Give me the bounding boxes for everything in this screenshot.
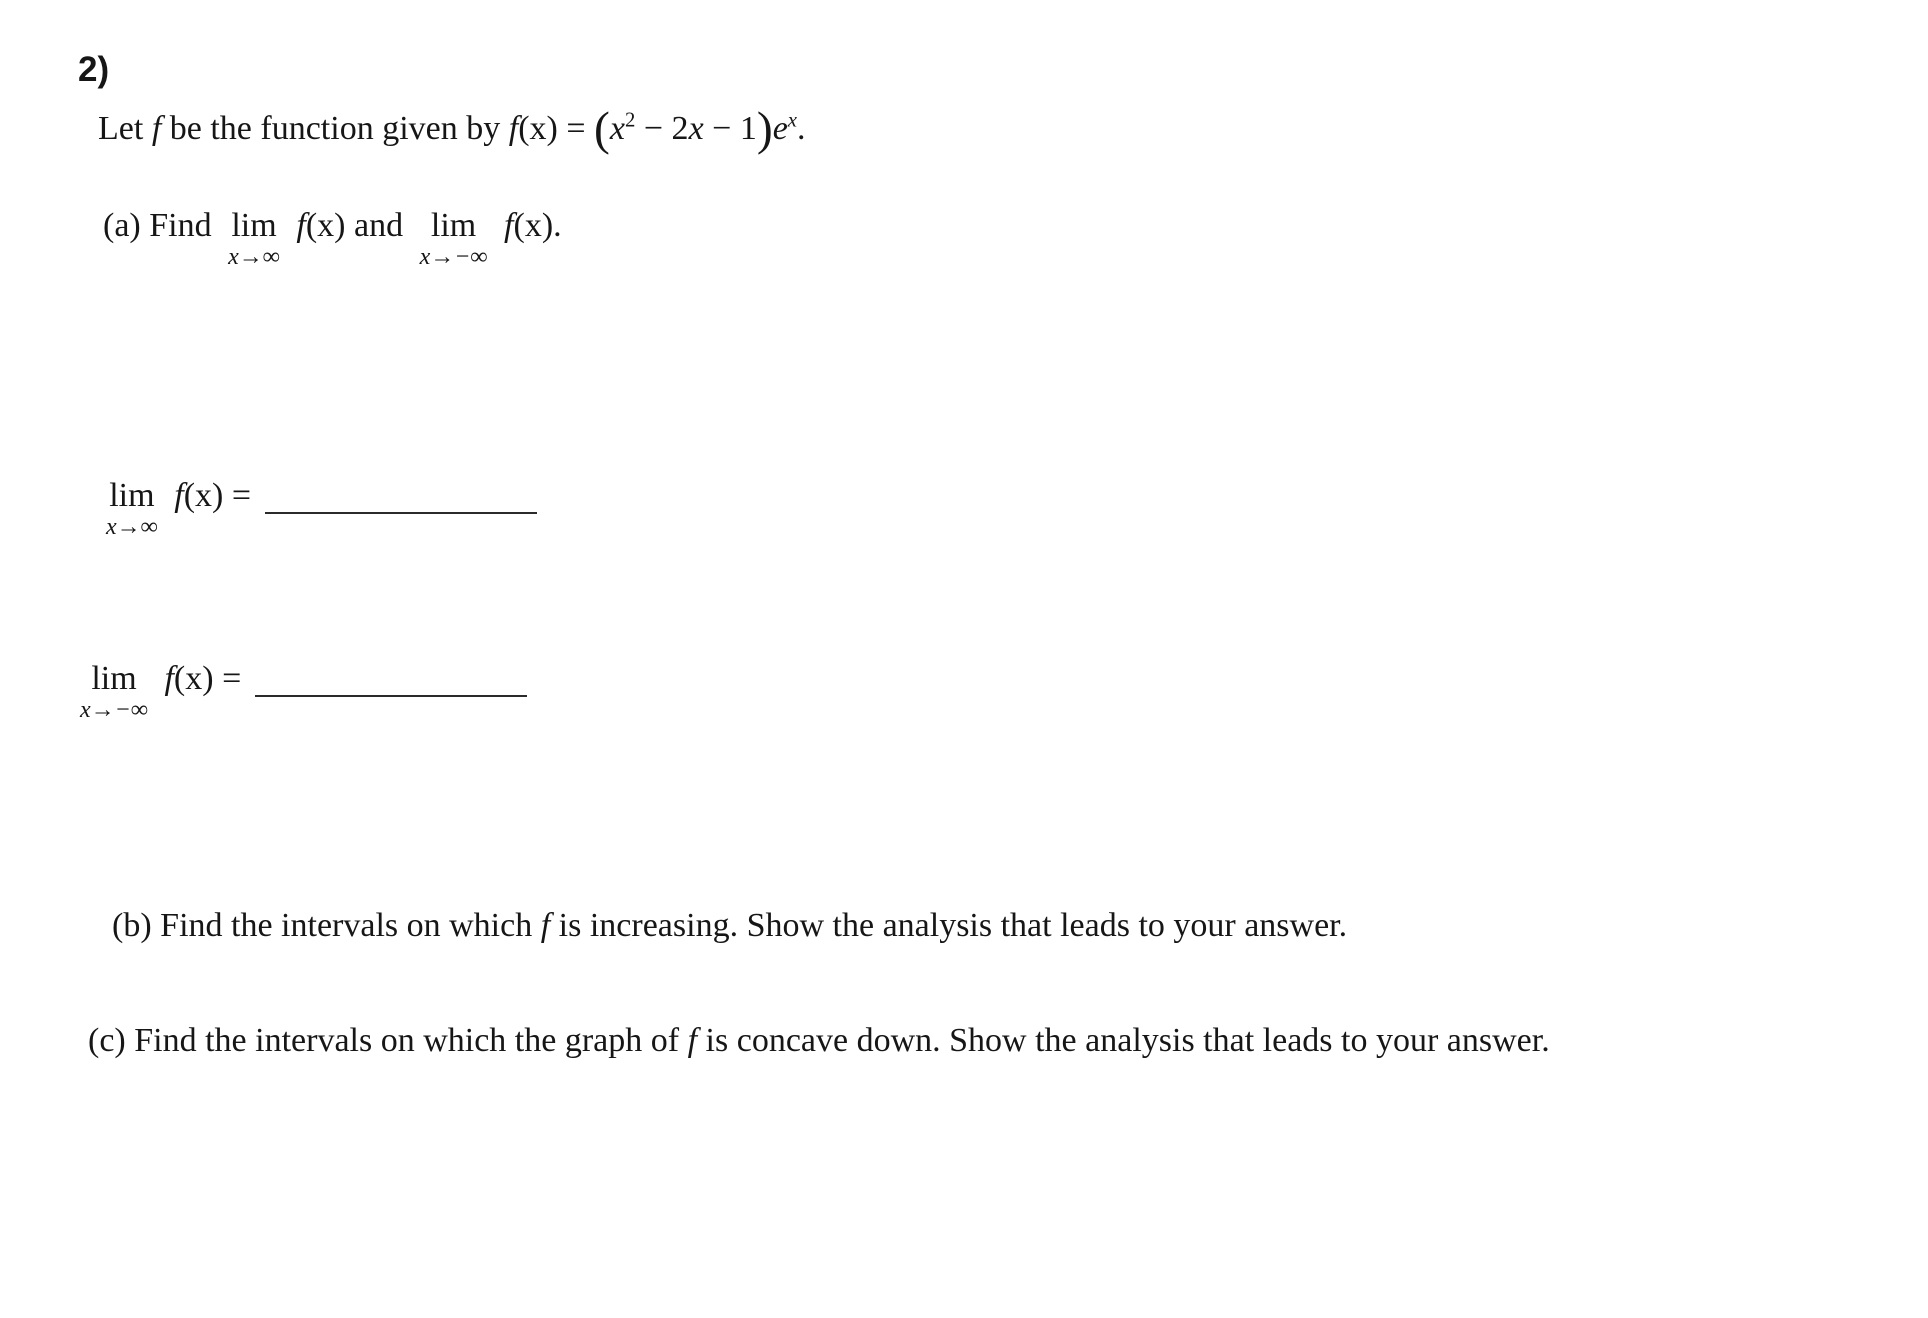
formula-x: x <box>609 110 625 147</box>
formula-arg: (x) <box>518 110 558 147</box>
fx-equals: (x) = <box>173 660 242 697</box>
lim-word: lim <box>91 660 137 697</box>
lim-word: lim <box>430 207 477 244</box>
fx-f: f <box>504 207 514 244</box>
lim-word: lim <box>109 477 155 514</box>
close-paren: ) <box>756 103 773 156</box>
part-a-label: (a) <box>103 207 141 244</box>
limit-at-negative-infinity <box>80 661 148 723</box>
problem-statement <box>98 103 806 156</box>
fx-f: f <box>174 477 184 514</box>
function-formula <box>508 103 806 156</box>
part-b-prompt <box>112 905 1347 948</box>
formula-f: f <box>508 110 519 147</box>
formula-e: e <box>772 110 788 147</box>
part-a-and: and <box>353 207 404 244</box>
fx-f: f <box>296 207 306 244</box>
answer-blank <box>255 663 527 697</box>
lim-subscript: x→∞ <box>228 243 280 270</box>
lim-subscript: x→∞ <box>106 513 158 540</box>
part-c-prompt <box>88 1020 1550 1063</box>
statement-text: be the function given by <box>169 110 501 147</box>
lim-word: lim <box>231 207 277 244</box>
open-paren: ( <box>594 103 610 156</box>
lim-subscript: x→−∞ <box>80 696 148 723</box>
fx-f: f <box>164 660 174 697</box>
part-b-text: Find the intervals on which <box>160 907 533 944</box>
formula-x2: x <box>688 110 704 147</box>
formula-equals: = <box>557 110 595 147</box>
part-c-label: (c) <box>88 1022 126 1059</box>
part-b-text: is increasing. Show the analysis that leads to your answer. <box>558 907 1348 944</box>
fx-arg: (x). <box>513 207 562 244</box>
answer-blank <box>265 480 537 514</box>
limit-at-infinity <box>228 208 280 270</box>
part-a-find: Find <box>149 207 212 244</box>
limit-at-negative-infinity <box>420 208 488 270</box>
statement-text: Let <box>98 110 144 147</box>
part-b-label: (b) <box>112 907 152 944</box>
part-c-text: is concave down. Show the analysis that leads to your answer. <box>705 1022 1550 1059</box>
exponent-2: 2 <box>625 109 636 132</box>
exponent-x: x <box>787 109 797 132</box>
function-name: f <box>540 907 551 944</box>
function-name: f <box>687 1022 698 1059</box>
function-name: f <box>151 110 162 147</box>
fx-equals: (x) = <box>183 477 252 514</box>
problem-number: 2) <box>78 50 110 89</box>
part-a-prompt <box>103 205 562 270</box>
answer-line-2 <box>72 658 527 723</box>
fx-arg: (x) <box>305 207 346 244</box>
lim-subscript: x→−∞ <box>419 243 488 270</box>
answer-line-1 <box>98 475 537 540</box>
formula-middle: − 1 <box>703 110 757 147</box>
formula-period: . <box>797 110 806 147</box>
formula-middle: − 2 <box>635 110 689 147</box>
part-c-text: Find the intervals on which the graph of <box>134 1022 680 1059</box>
limit-at-infinity <box>106 478 158 540</box>
